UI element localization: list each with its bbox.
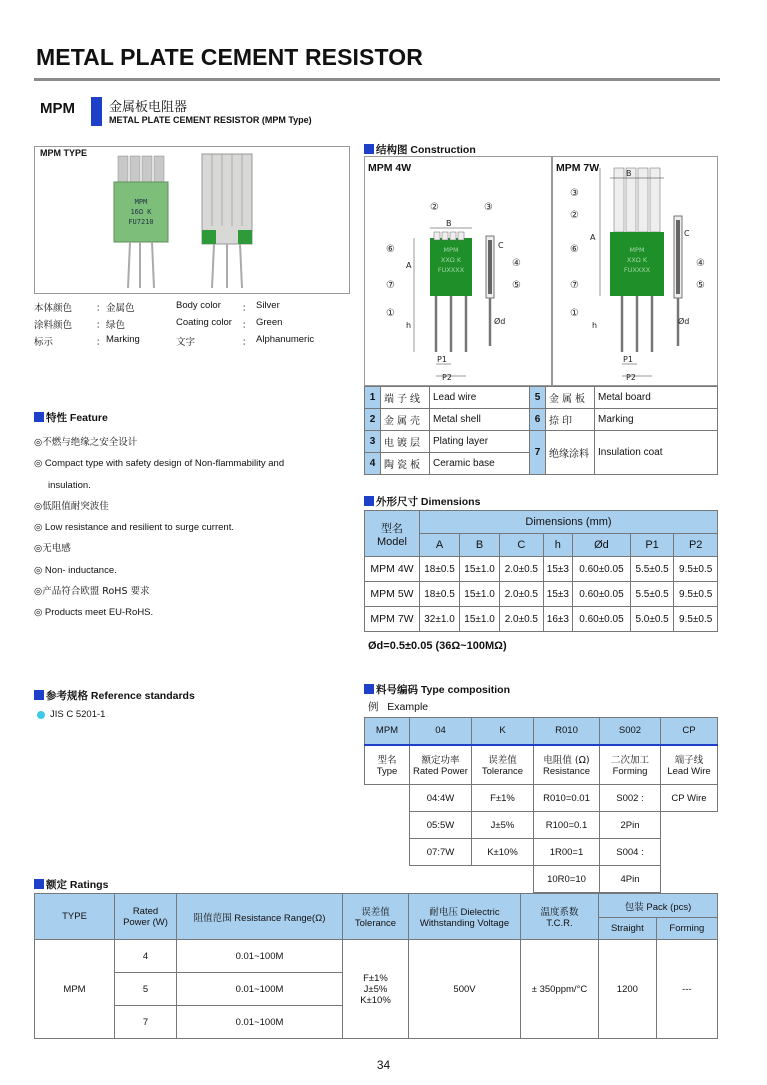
series-title-cn: 金属板电阻器 [109,100,188,115]
part-num: 3 [365,431,381,453]
photo-label: MPM TYPE [40,148,88,158]
feature-item: ◎ Low resistance and resilient to surge current. [34,522,234,534]
feature-item: ◎ Non- inductance. [34,564,117,576]
dim-cell: 9.5±0.5 [674,582,718,607]
feature-item: ◎ Compact type with safety design of Non-flammability and [34,458,285,470]
dim-cell: 16±3 [543,607,572,632]
feature-item: insulation. [48,479,91,491]
feature-heading: 特性 Feature [34,410,108,425]
dimensions-table [364,510,718,632]
dim-col: P1 [630,534,674,557]
dim-cell: 18±0.5 [420,557,460,582]
type-comp-table [364,717,718,893]
table-row [365,866,718,893]
resistor-back [202,154,252,288]
svg-text:A: A [406,261,412,270]
part-en: Lead wire [430,387,530,409]
code-cell: K [472,718,534,745]
resistor-front [114,156,168,288]
table-row [365,785,718,812]
code-cell: CP [661,718,718,745]
spec-sep: ： [242,320,252,331]
lead-option: CP Wire [661,785,718,812]
code-cell: R010 [534,718,600,745]
table-row [35,940,718,973]
dim-col: B [460,534,500,557]
ratings-range: 0.01~100M [177,1006,343,1039]
dim-col: h [543,534,572,557]
svg-text:FUXXXX: FUXXXX [437,266,465,274]
table-row [365,409,718,431]
dimensions-note: Ød=0.5±0.05 (36Ω~100MΩ) [368,640,507,652]
part-en: Metal shell [430,409,530,431]
series-accent-bar [91,97,102,126]
part-en: Ceramic base [430,453,530,475]
svg-text:Ød: Ød [678,317,690,326]
svg-text:③: ③ [484,202,493,213]
part-en: Marking [595,409,718,431]
ratings-power-header: Rated Power (W) [115,894,177,940]
svg-text:P2: P2 [626,373,636,382]
ratings-type: MPM [35,940,115,1039]
part-cn: 电镀层 [381,431,430,453]
svg-text:P2: P2 [442,373,452,382]
svg-text:④: ④ [696,258,705,269]
part-cn: 端子线 [381,387,430,409]
dim-col: P2 [674,534,718,557]
part-num: 5 [530,387,546,409]
spec-en: Body color [176,300,221,311]
ratings-tol-header: 误差值 Tolerance [343,894,409,940]
label-cell: 型名 Type [365,745,410,785]
dim-cell: 2.0±0.5 [500,582,544,607]
dim-cell: 0.60±0.05 [573,557,631,582]
dim-model: MPM 4W [365,557,420,582]
photo-mark-2: 16Ω K [130,208,152,216]
feature-item: ◎产品符合欧盟 RoHS 要求 [34,586,150,598]
ratings-power: 7 [115,1006,177,1039]
forming-option: S002 : [600,785,661,812]
svg-text:③: ③ [570,188,579,199]
spec-cn: 涂料颜色 [34,320,73,331]
svg-text:⑤: ⑤ [512,280,521,291]
spec-en: 文字 [176,337,196,348]
svg-text:XXΩ K: XXΩ K [440,256,462,264]
page-title: METAL PLATE CEMENT RESISTOR [36,44,423,70]
type-comp-heading: 料号编码 Type composition [364,682,510,697]
feature-item: ◎低阻值耐突波佳 [34,500,109,512]
part-cn: 捺印 [546,409,595,431]
heading-square-icon [34,412,44,422]
spec-row [34,300,350,317]
ratings-voltage: 500V [409,940,521,1039]
label-cell: 二次加工 Forming [600,745,661,785]
dim-cell: 15±3 [543,582,572,607]
forming-option: 4Pin [600,866,661,893]
photo-mark-1: MPM [134,198,148,206]
part-cn: 陶瓷板 [381,453,430,475]
part-num: 4 [365,453,381,475]
svg-text:⑥: ⑥ [386,244,395,255]
product-photo [110,152,270,292]
heading-square-icon [34,879,44,889]
label-cell: 端子线 Lead Wire [661,745,718,785]
resistance-option: R010=0.01 [534,785,600,812]
ratings-forming: --- [656,940,717,1039]
ratings-power: 4 [115,940,177,973]
svg-text:P1: P1 [437,355,447,364]
dim-cell: 15±1.0 [460,582,500,607]
reference-item: JIS C 5201-1 [50,709,106,720]
construction-heading: 结构图 Construction [364,142,476,157]
dim-cell: 15±3 [543,557,572,582]
table-row [365,812,718,839]
dim-cell: 0.60±0.05 [573,582,631,607]
part-num: 2 [365,409,381,431]
spec-en-val: Silver [256,300,280,311]
svg-text:C: C [684,229,690,238]
svg-text:B: B [446,219,452,228]
construction-drawing [364,156,718,386]
spec-row [34,317,350,334]
table-row [365,607,718,632]
dim-cell: 5.5±0.5 [630,582,674,607]
forming-option: S004 : [600,839,661,866]
dim-model: MPM 7W [365,607,420,632]
svg-text:②: ② [430,202,439,213]
spec-sep: ： [96,320,106,331]
feature-list [34,432,354,624]
svg-text:①: ① [570,308,579,319]
dim-cell: 2.0±0.5 [500,607,544,632]
resistance-option: 10R0=10 [534,866,600,893]
code-cell: 04 [410,718,472,745]
bullet-dot-icon [37,711,45,719]
part-num: 7 [530,431,546,475]
dims-group-header: Dimensions (mm) [420,511,718,534]
label-cell: 误差值 Tolerance [472,745,534,785]
svg-text:④: ④ [512,258,521,269]
dim-col: Ød [573,534,631,557]
power-option: 05:5W [410,812,472,839]
spec-cn-val: 金属色 [106,303,135,314]
body-7w [610,232,664,296]
spec-row [34,334,350,351]
part-num: 1 [365,387,381,409]
dim-cell: 2.0±0.5 [500,557,544,582]
svg-text:⑦: ⑦ [570,280,579,291]
page-number: 34 [376,1058,391,1072]
part-cn: 金属板 [546,387,595,409]
svg-text:⑦: ⑦ [386,280,395,291]
code-cell: S002 [600,718,661,745]
table-row [365,557,718,582]
ratings-type-header: TYPE [35,894,115,940]
dim-model: MPM 5W [365,582,420,607]
svg-text:①: ① [386,308,395,319]
part-cn: 金属壳 [381,409,430,431]
spec-en-val: Alphanumeric [256,334,315,345]
dim-cell: 0.60±0.05 [573,607,631,632]
photo-mark-3: FU7210 [128,218,154,226]
heading-square-icon [364,684,374,694]
svg-text:h: h [592,321,598,330]
svg-text:⑤: ⑤ [696,280,705,291]
svg-text:A: A [590,233,596,242]
svg-text:XXΩ K: XXΩ K [626,256,648,264]
parts-table [364,386,718,475]
resistance-option: R100=0.1 [534,812,600,839]
series-code: MPM [40,100,75,117]
ratings-voltage-header: 耐电压 Dielectric Withstanding Voltage [409,894,521,940]
type-code-row [365,718,718,745]
spec-en-val: Green [256,317,283,328]
dim-cell: 32±1.0 [420,607,460,632]
svg-text:FUXXXX: FUXXXX [623,266,651,274]
tolerance-option: K±10% [472,839,534,866]
model-header: 型名 Model [365,511,420,557]
dim-cell: 15±1.0 [460,557,500,582]
dim-cell: 9.5±0.5 [674,607,718,632]
type-label-row [365,745,718,785]
ratings-table [34,893,718,1039]
spec-cn-val: Marking [106,334,140,345]
svg-text:②: ② [570,210,579,221]
table-row [365,582,718,607]
spec-sep: ： [242,303,252,314]
table-row [365,387,718,409]
ratings-forming-header: Forming [656,918,717,940]
dim-col: A [420,534,460,557]
table-row [365,839,718,866]
part-en: Insulation coat [595,431,718,475]
tolerance-option: J±5% [472,812,534,839]
photo-specs [34,300,350,351]
ratings-range: 0.01~100M [177,973,343,1006]
svg-text:⑥: ⑥ [570,244,579,255]
table-row [365,431,718,453]
spec-cn: 本体颜色 [34,303,73,314]
feature-item: ◎不燃与绝缘之安全设计 [34,437,138,448]
spec-cn-val: 绿色 [106,320,126,331]
series-title-en: METAL PLATE CEMENT RESISTOR (MPM Type) [109,115,312,125]
ratings-range: 0.01~100M [177,940,343,973]
dim-col: C [500,534,544,557]
part-en: Metal board [595,387,718,409]
ratings-straight-header: Straight [599,918,657,940]
feature-item: ◎ Products meet EU-RoHS. [34,607,154,619]
resistance-option: 1R00=1 [534,839,600,866]
ratings-straight: 1200 [599,940,657,1039]
ratings-range-header: 阻值范围 Resistance Range(Ω) [177,894,343,940]
svg-text:C: C [498,241,504,250]
diagram-4w-label: MPM 4W [368,162,412,174]
heading-square-icon [364,144,374,154]
spec-sep: ： [96,303,106,314]
dim-cell: 5.5±0.5 [630,557,674,582]
dim-cell: 18±0.5 [420,582,460,607]
tolerance-option: F±1% [472,785,534,812]
spec-en: Coating color [176,317,232,328]
ratings-tolerance: F±1% J±5% K±10% [343,940,409,1039]
label-cell: 额定功率 Rated Power [410,745,472,785]
spec-sep: ： [96,337,106,348]
part-num: 6 [530,409,546,431]
heading-square-icon [364,496,374,506]
code-cell: MPM [365,718,410,745]
part-cn: 绝缘涂料 [546,431,595,475]
ratings-pack-header: 包装 Pack (pcs) [599,894,718,918]
spec-sep: ： [242,337,252,348]
svg-text:h: h [406,321,412,330]
part-en: Plating layer [430,431,530,453]
feature-item: ◎无电感 [34,543,71,555]
example-label: 例 Example [368,701,429,713]
ratings-power: 5 [115,973,177,1006]
dim-cell: 5.0±0.5 [630,607,674,632]
spec-cn: 标示 [34,337,54,348]
diagram-7w-label: MPM 7W [556,162,600,174]
title-rule [34,78,720,81]
ratings-tcr: ± 350ppm/°C [521,940,599,1039]
power-option: 07:7W [410,839,472,866]
svg-text:B: B [626,169,632,178]
svg-text:Ød: Ød [494,317,506,326]
svg-text:P1: P1 [623,355,633,364]
ratings-heading: 额定 Ratings [34,877,108,892]
power-option: 04:4W [410,785,472,812]
heading-square-icon [34,690,44,700]
dim-cell: 15±1.0 [460,607,500,632]
forming-option: 2Pin [600,812,661,839]
label-cell: 电阻值 (Ω) Resistance [534,745,600,785]
reference-heading: 参考规格 Reference standards [34,688,195,703]
dimensions-heading: 外形尺寸 Dimensions [364,494,480,509]
ratings-tcr-header: 温度系数 T.C.R. [521,894,599,940]
dim-cell: 9.5±0.5 [674,557,718,582]
svg-text:MPM: MPM [443,246,459,254]
svg-text:MPM: MPM [629,246,645,254]
